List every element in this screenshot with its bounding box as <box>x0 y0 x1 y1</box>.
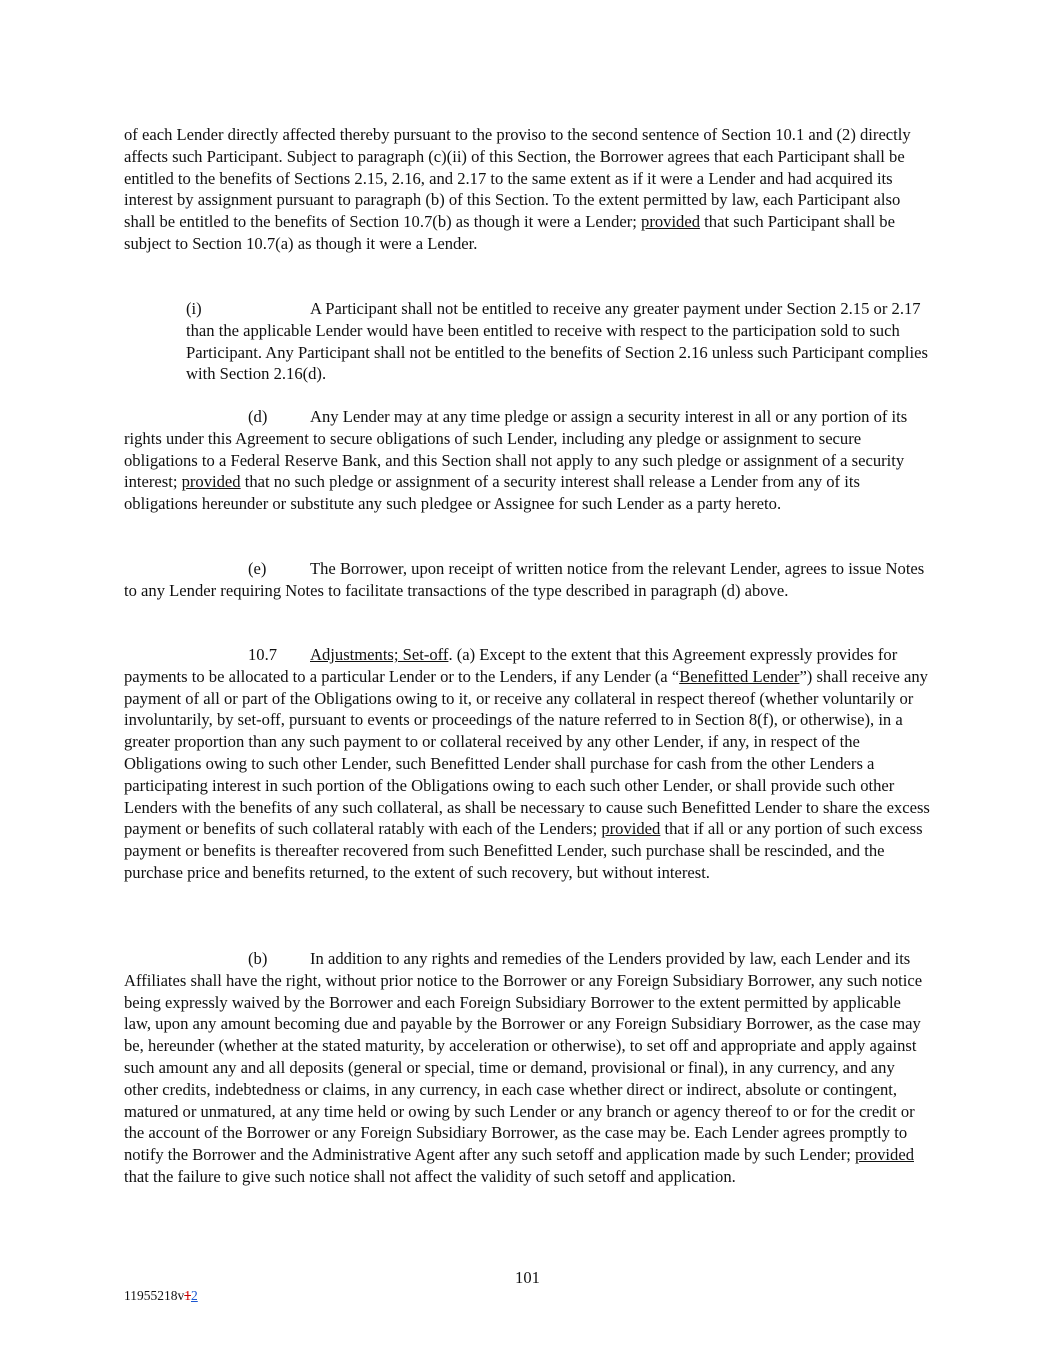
paragraph-number: (e) <box>248 559 267 578</box>
document-id <box>124 1285 198 1307</box>
paragraph-b <box>124 948 930 1188</box>
defined-term: Benefitted Lender <box>679 666 800 686</box>
paragraph-number: (i) <box>186 299 202 318</box>
text-run: that if all or any portion of such excess payment or benefits is thereafter recovered from such Benefitted Lender, such purchase shall be rescinded, and the purchase price and benefits returned, to the extent of such recovery, but without interest. <box>124 819 923 882</box>
text-run: that no such pledge or assignment of a security interest shall release a Lender from any of its obligations hereunder or substitute any such pledgee or Assignee for such Lender as a party hereto. <box>124 472 860 514</box>
text-run: A Participant shall not be entitled to receive any greater payment under Section 2.15 or 2.17 than the applicable Lender would have been entitled to receive with respect to the participation sold to such Participant. Any Participant shall not be entitled to the benefits of Section 2.16 unless such Participant complies with Section 2.16(d). <box>186 299 928 384</box>
text-run: In addition to any rights and remedies of the Lenders provided by law, each Lender and its Affiliates shall have the right, without prior notice to the Borrower or any Foreign Subsidiary Borrower, any such notice being expressly waived by the Borrower and each Foreign Subsidiary Borrower to the extent permitted by applicable law, upon any amount becoming due and payable by the Borrower or any Foreign Subsidiary Borrower, as the case may be, hereunder (whether at the stated maturity, by acceleration or otherwise), to set off and appropriate and apply against such amount any and all deposits (general or special, time or demand, provisional or final), in any currency, and any other credits, indebtedness or claims, in any currency, in each case whether direct or indirect, absolute or contingent, matured or unmatured, at any time held or owing by such Lender or any branch or agency thereof to or for the credit or the account of the Borrower or any Foreign Subsidiary Borrower, as the case may be. Each Lender agrees promptly to notify the Borrower and the Administrative Agent after any such setoff and application made by such Lender; <box>124 949 923 1165</box>
text-run: . (a) Except to the extent that this Agreement expressly provides for payments to be allocated to a particular Lender or to the Lenders, if any Lender (a “ <box>124 645 898 686</box>
paragraph-number: (d) <box>248 407 268 426</box>
text-run: of each Lender directly affected thereby pursuant to the proviso to the second sentence of Section 10.1 and (2) directly affects such Participant. Subject to paragraph (c)(ii) of this Section, the Borrower agrees that each Participant shall be entitled to the benefits of Sections 2.15, 2.16, and 2.17 to the same extent as if it were a Lender and had acquired its interest by assignment pursuant to paragraph (b) of this Section. To the extent permitted by law, each Participant also shall be entitled to the benefits of Section 10.7(b) as though it were a Lender; <box>124 125 911 232</box>
page-number: 101 <box>515 1268 540 1287</box>
document-id-inserted: 2 <box>191 1288 198 1303</box>
underlined-term: provided <box>641 212 701 232</box>
text-run: ”) shall receive any payment of all or part of the Obligations owing to it, or receive any collateral in respect thereof (whether voluntarily or involuntarily, by set-off, pursuant to events or proceedings of the nature referred to in Section 8(f), or otherwise), in a greater proportion than any such payment to or collateral received by any other Lender, if any, in respect of the Obligations owing to such other Lender, such Benefitted Lender shall purchase for cash from the other Lenders a participating interest in such portion of the Obligations owing to each such other Lender, or shall provide such other Lenders with the benefits of any such collateral, as shall be necessary to cause such Benefitted Lender to share the excess payment or benefits of such collateral ratably with each of the Lenders; <box>124 666 930 839</box>
underlined-term: provided <box>181 472 241 492</box>
underlined-term: provided <box>601 819 661 839</box>
underlined-term: provided <box>855 1145 914 1165</box>
paragraph-i <box>186 298 930 385</box>
text-run: The Borrower, upon receipt of written notice from the relevant Lender, agrees to issue Notes to any Lender requiring Notes to facilitate transactions of the type described in paragraph (d) above. <box>124 559 925 600</box>
paragraph-d <box>124 406 930 515</box>
section-10-7 <box>124 644 930 884</box>
paragraph-e <box>124 558 930 602</box>
document-id-base: 11955218v <box>124 1288 185 1303</box>
text-run: that the failure to give such notice shall not affect the validity of such setoff and application. <box>124 1166 736 1186</box>
section-number: 10.7 <box>248 645 278 664</box>
section-heading: Adjustments; Set-off <box>310 645 449 664</box>
text-run: that such Participant shall be subject to Section 10.7(a) as though it were a Lender. <box>124 212 895 253</box>
document-id-deleted: 1 <box>184 1288 191 1303</box>
text-run: Any Lender may at any time pledge or assign a security interest in all or any portion of its rights under this Agreement to secure obligations of such Lender, including any pledge or assignment to secure obligations to a Federal Reserve Bank, and this Section shall not apply to any such pledge or assignment of a security interest; <box>124 407 908 492</box>
paragraph-number: (b) <box>248 949 268 968</box>
paragraph-participant-benefits <box>124 124 930 255</box>
